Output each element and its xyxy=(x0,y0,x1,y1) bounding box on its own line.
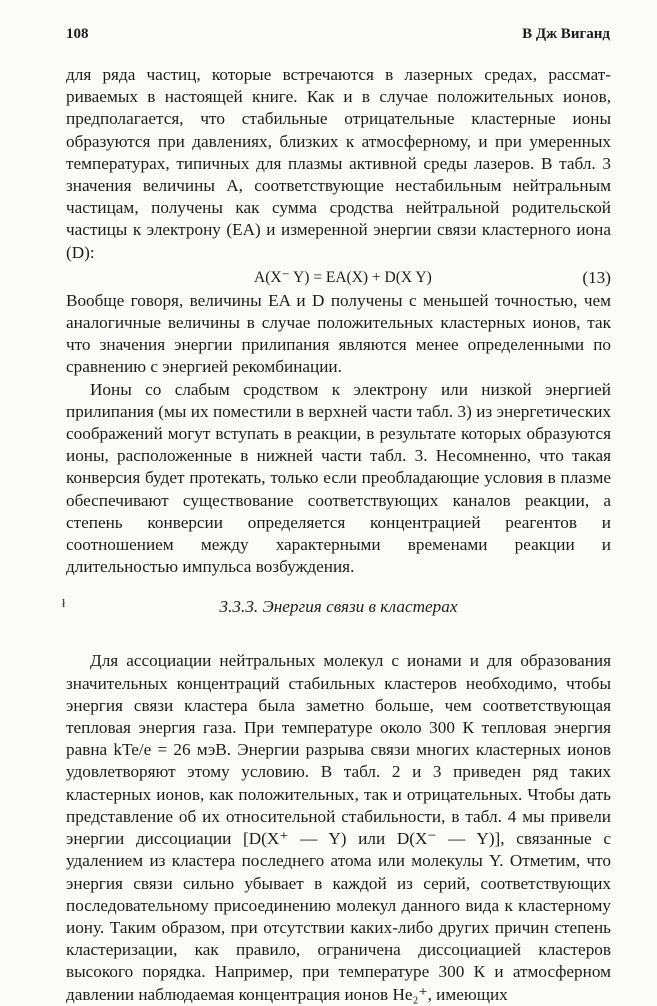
section-heading-block xyxy=(62,578,611,650)
paragraph-3: Ионы со слабым сродством к электрону или низкой энергией прилипания (мы их поместили в верхней части табл. 3) из энергетических соображений могут вступать в реакции, в результате которых образуются ионы, расположенные в нижней части табл. 3. Несомненно, что такая конверсия будет протекать, только если преобладающие условия в плазме обеспечивают существование соответствующих каналов реакции, а степень конверсии определяется концентрацией реагентов и соотношением между характерными временами реакции и длительностью импульса возбуждения. xyxy=(66,379,611,577)
paragraph-2: Вообще говоря, величины EA и D получены с меньшей точностью, чем аналогичные величины в случае положительных кластерных ионов, так что значения энергии прилипания являются менее определенными по сравнению с энергией рекомбинации. xyxy=(66,290,611,377)
paragraph-4: Для ассоциации нейтральных молекул с ионами и для образования значительных концентраций стабильных кластеров необходимо, чтобы энергия связи кластера была заметно больше, чем соответствующая тепловая энергия газа. При температуре около 300 К тепловая энергия равна kTe/e = 26 мэВ. Энергии разрыва связи многих кластерных ионов удовлетворяют этому условию. В табл. 2 и 3 приведен ряд таких кластерных ионов, как положительных, так и отрицательных. Чтобы дать представление об их относительной стабильности, в табл. 4 мы привели энергии диссоциации [D(X⁺ — Y) или D(X⁻ — Y)], связанные с удалением из кластера последнего атома или молекулы Y. Отметим, что энергия связи сильно убывает в каждой из серий, соответствующих последовательному присоединению молекул данного вида к кластерному иону. Таким образом, при отсутствии каких-либо других причин степень кластеризации, как правило, ограничена диссоциацией кластеров высокого порядка. Например, при температуре 300 К и атмосферном давлении наблюдаемая концентрация ионов He₂⁺, имеющих xyxy=(66,651,611,1004)
page-number: 108 xyxy=(66,26,89,42)
stray-mark: ł xyxy=(62,596,66,611)
equation-formula: A(X⁻ Y) = EA(X) + D(X Y) xyxy=(254,268,432,286)
page-content xyxy=(62,64,611,1006)
paragraph-1: для ряда частиц, которые встречаются в лазерных средах, рассматриваемых в настоящей книге. Как и в случае положительных ионов, предполагается, что стабильные отрицательные кластерные ионы образуются при давлениях, близких к атмосферному, и при умеренных температурах, типичных для плазмы активной среды лазеров. В табл. 3 значения величины A, соответствующие нестабильным нейтральным частицам, получены как сумма сродства нейтральной родительской частицы к электрону (EA) и измеренной энергии связи кластерного иона (D): xyxy=(66,65,611,262)
equation-13 xyxy=(66,266,611,290)
running-head: В Дж Виганд xyxy=(522,26,610,42)
section-title: 3.3.3. Энергия связи в кластерах xyxy=(219,597,458,617)
equation-number: (13) xyxy=(582,267,611,287)
